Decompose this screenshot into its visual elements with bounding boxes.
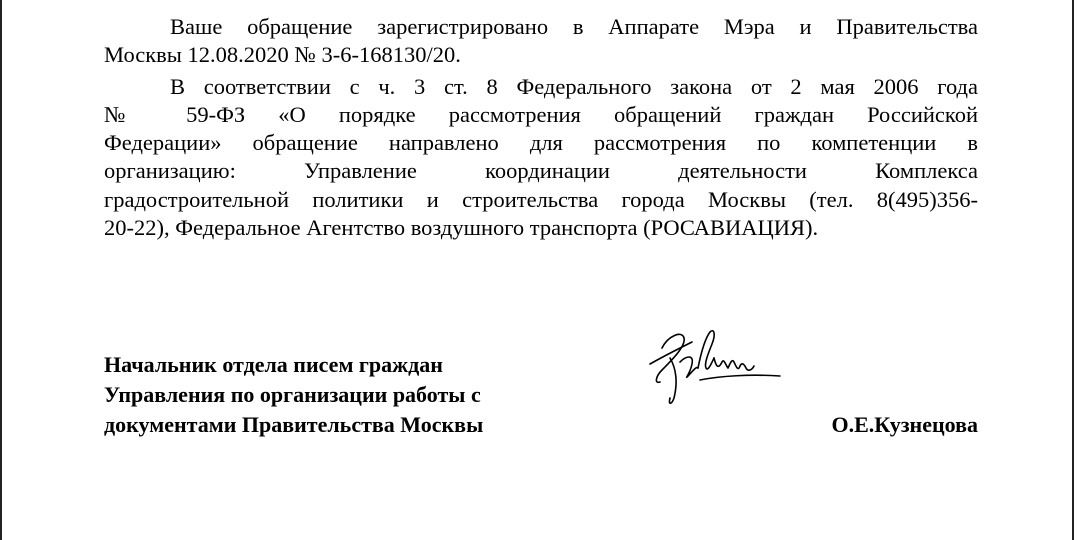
handwritten-signature [640, 318, 790, 413]
paragraph1-line2: Москвы 12.08.2020 № 3-6-168130/20. [104, 42, 461, 67]
paragraph1-line1: Ваше обращение зарегистрировано в Аппарате Мэра и Правительства [170, 14, 978, 39]
page-right-edge [1072, 0, 1074, 540]
signer-name: О.Е.Кузнецова [831, 412, 978, 437]
signer-position-line2: Управления по организации работы с [104, 382, 481, 407]
paragraph2-line1: В соответствии с ч. 3 ст. 8 Федерального закона от 2 мая 2006 года [170, 74, 978, 99]
paragraph2-line6: 20-22), Федеральное Агентство воздушного транспорта (РОСАВИАЦИЯ). [104, 215, 819, 240]
paragraph2-line2: № 59-ФЗ «О порядке рассмотрения обращений граждан Российской [104, 102, 978, 127]
paragraph2-line5: градостроительной политики и строительства города Москвы (тел. 8(495)356- [104, 187, 978, 212]
signer-position-line3: документами Правительства Москвы [104, 412, 484, 437]
paragraph2-line3: Федерации» обращение направлено для рассмотрения по компетенции в [104, 130, 978, 155]
paragraph2-line4: организацию: Управление координации деятельности Комплекса [104, 158, 978, 183]
signer-position-line1: Начальник отдела писем граждан [104, 352, 443, 377]
page-left-edge [0, 0, 2, 540]
